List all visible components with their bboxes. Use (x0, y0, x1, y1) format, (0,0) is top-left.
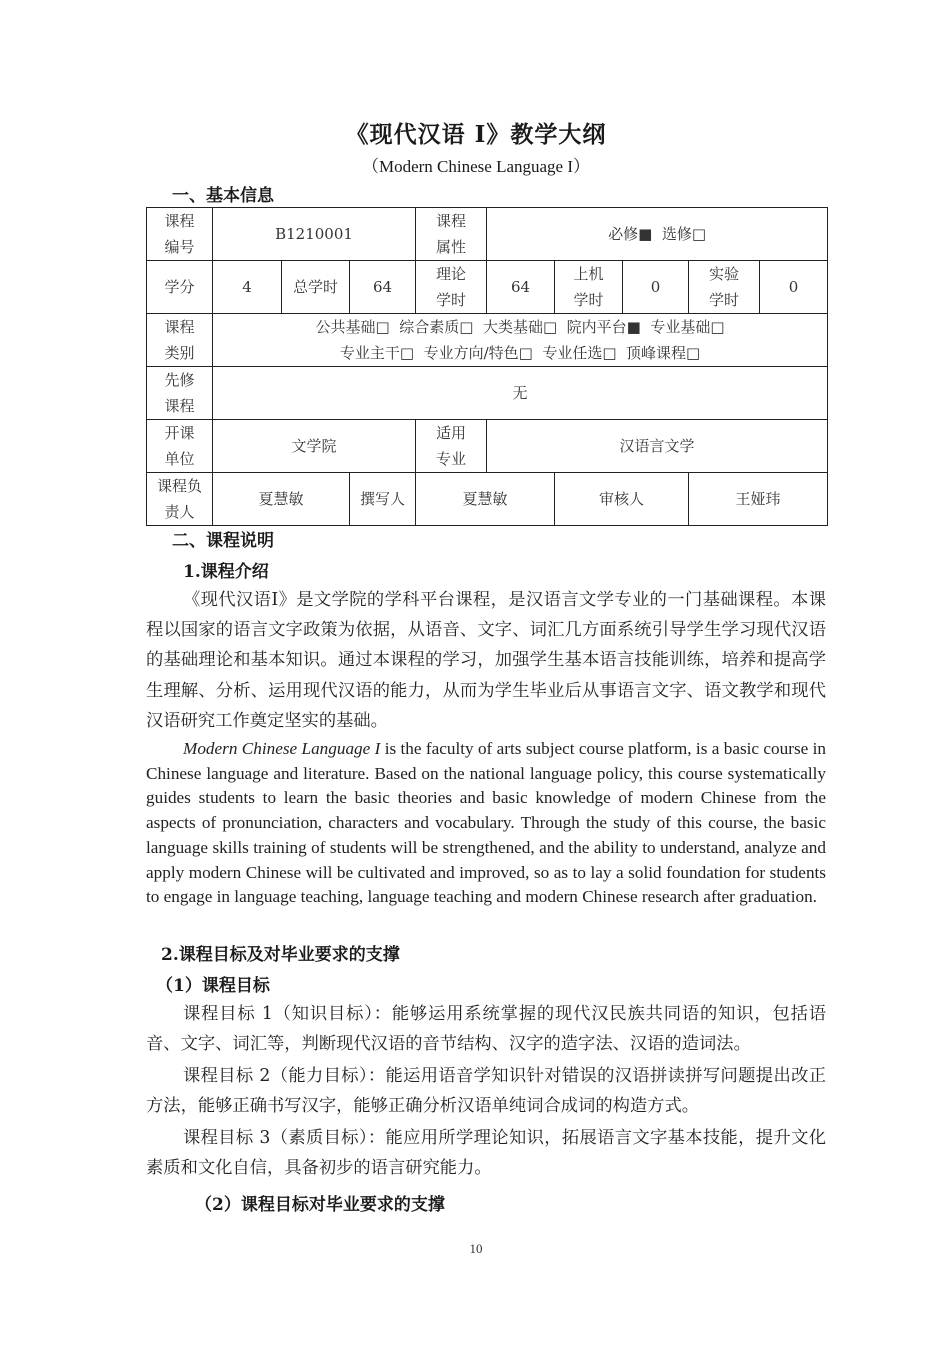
course-category-value (213, 314, 828, 367)
course-attr-value: 必修■ 选修□ (487, 208, 828, 261)
course-goal-1: 课程目标 1（知识目标）：能够运用系统掌握的现代汉民族共同语的知识，包括语音、文字、词汇等，判断现代汉语的音节结构、汉字的造字法、汉语的造词法。 (146, 1004, 826, 1055)
course-intro-english-text: is the faculty of arts subject course platform, is a basic course in Chinese language and literature. Based on the national language policy, this course systematically guides students to learn the basic theories and basic knowledge of modern Chinese from the aspects of pronunciation, characters and vocabulary. Through the study of this course, the basic language skills training of students will be strengthened, and the ability to understand, analyze and apply modern Chinese will be cultivated and improved, so as to lay a solid foundation for students to engage in language teaching, language teaching and modern Chinese research after graduation. (146, 739, 826, 907)
reviewer-label: 审核人 (555, 473, 689, 526)
applicable-major-value: 汉语言文学 (487, 420, 828, 473)
table-row (147, 261, 828, 314)
course-leader-label: 课程负 责人 (147, 473, 213, 526)
applicable-major-label: 适用 专业 (416, 420, 487, 473)
table-row (147, 420, 828, 473)
table-row (147, 314, 828, 367)
total-hours-label: 总学时 (282, 261, 350, 314)
course-category-line-1: 公共基础□ 综合素质□ 大类基础□ 院内平台■ 专业基础□ (315, 318, 725, 336)
offering-unit-value: 文学院 (213, 420, 416, 473)
course-goals-subheading: （1）课程目标 (156, 976, 270, 996)
document-title: 《现代汉语 I》教学大纲 (345, 121, 607, 148)
course-category-label: 课程 类别 (147, 314, 213, 367)
computer-hours-label: 上机 学时 (555, 261, 623, 314)
lab-hours-value: 0 (760, 261, 828, 314)
offering-unit-label: 开课 单位 (147, 420, 213, 473)
section-basic-info-heading: 一、基本信息 (172, 186, 274, 206)
writer-label: 撰写人 (350, 473, 416, 526)
course-intro-heading: 1.课程介绍 (183, 562, 269, 582)
lab-hours-label: 实验 学时 (689, 261, 760, 314)
page-number: 10 (469, 1241, 483, 1256)
total-hours-value: 64 (350, 261, 416, 314)
reviewer-value: 王娅玮 (689, 473, 828, 526)
table-row (147, 367, 828, 420)
computer-hours-value: 0 (623, 261, 689, 314)
course-goals-heading: 2.课程目标及对毕业要求的支撑 (161, 945, 400, 965)
table-row (147, 208, 828, 261)
theory-hours-value: 64 (487, 261, 555, 314)
course-code-label: 课程 编号 (147, 208, 213, 261)
section-course-description-heading: 二、课程说明 (172, 531, 274, 551)
course-attr-label: 课程 属性 (416, 208, 487, 261)
writer-value: 夏慧敏 (416, 473, 555, 526)
course-intro-chinese: 《现代汉语Ⅰ》是文学院的学科平台课程，是汉语言文学专业的一门基础课程。本课程以国家的语言文字政策为依据，从语音、文字、词汇几方面系统引导学生学习现代汉语的基础理论和基本知识。通过本课程的学习，加强学生基本语言技能训练，培养和提高学生理解、分析、运用现代汉语的能力，从而为学生毕业后从事语言文字、语文教学和现代汉语研究工作奠定坚实的基础。 (146, 590, 826, 731)
course-code-value: B1210001 (213, 208, 416, 261)
course-intro-english (146, 737, 826, 910)
course-goal-3: 课程目标 3（素质目标）：能应用所学理论知识，拓展语言文字基本技能，提升文化素质和文化自信，具备初步的语言研究能力。 (146, 1128, 826, 1179)
basic-info-table (146, 207, 828, 526)
course-name-italic: Modern Chinese Language I (183, 739, 381, 758)
theory-hours-label: 理论 学时 (416, 261, 487, 314)
course-leader-value: 夏慧敏 (213, 473, 350, 526)
table-row (147, 473, 828, 526)
prerequisite-value: 无 (213, 367, 828, 420)
course-category-line-2: 专业主干□ 专业方向/特色□ 专业任选□ 顶峰课程□ (339, 344, 701, 362)
credit-label: 学分 (147, 261, 213, 314)
prerequisite-label: 先修 课程 (147, 367, 213, 420)
course-goal-2: 课程目标 2（能力目标）：能运用语音学知识针对错误的汉语拼读拼写问题提出改正方法，能够正确书写汉字，能够正确分析汉语单纯词合成词的构造方式。 (146, 1066, 826, 1117)
document-subtitle: （Modern Chinese Language I） (361, 157, 591, 176)
credit-value: 4 (213, 261, 282, 314)
goals-support-subheading: （2）课程目标对毕业要求的支撑 (195, 1195, 445, 1215)
